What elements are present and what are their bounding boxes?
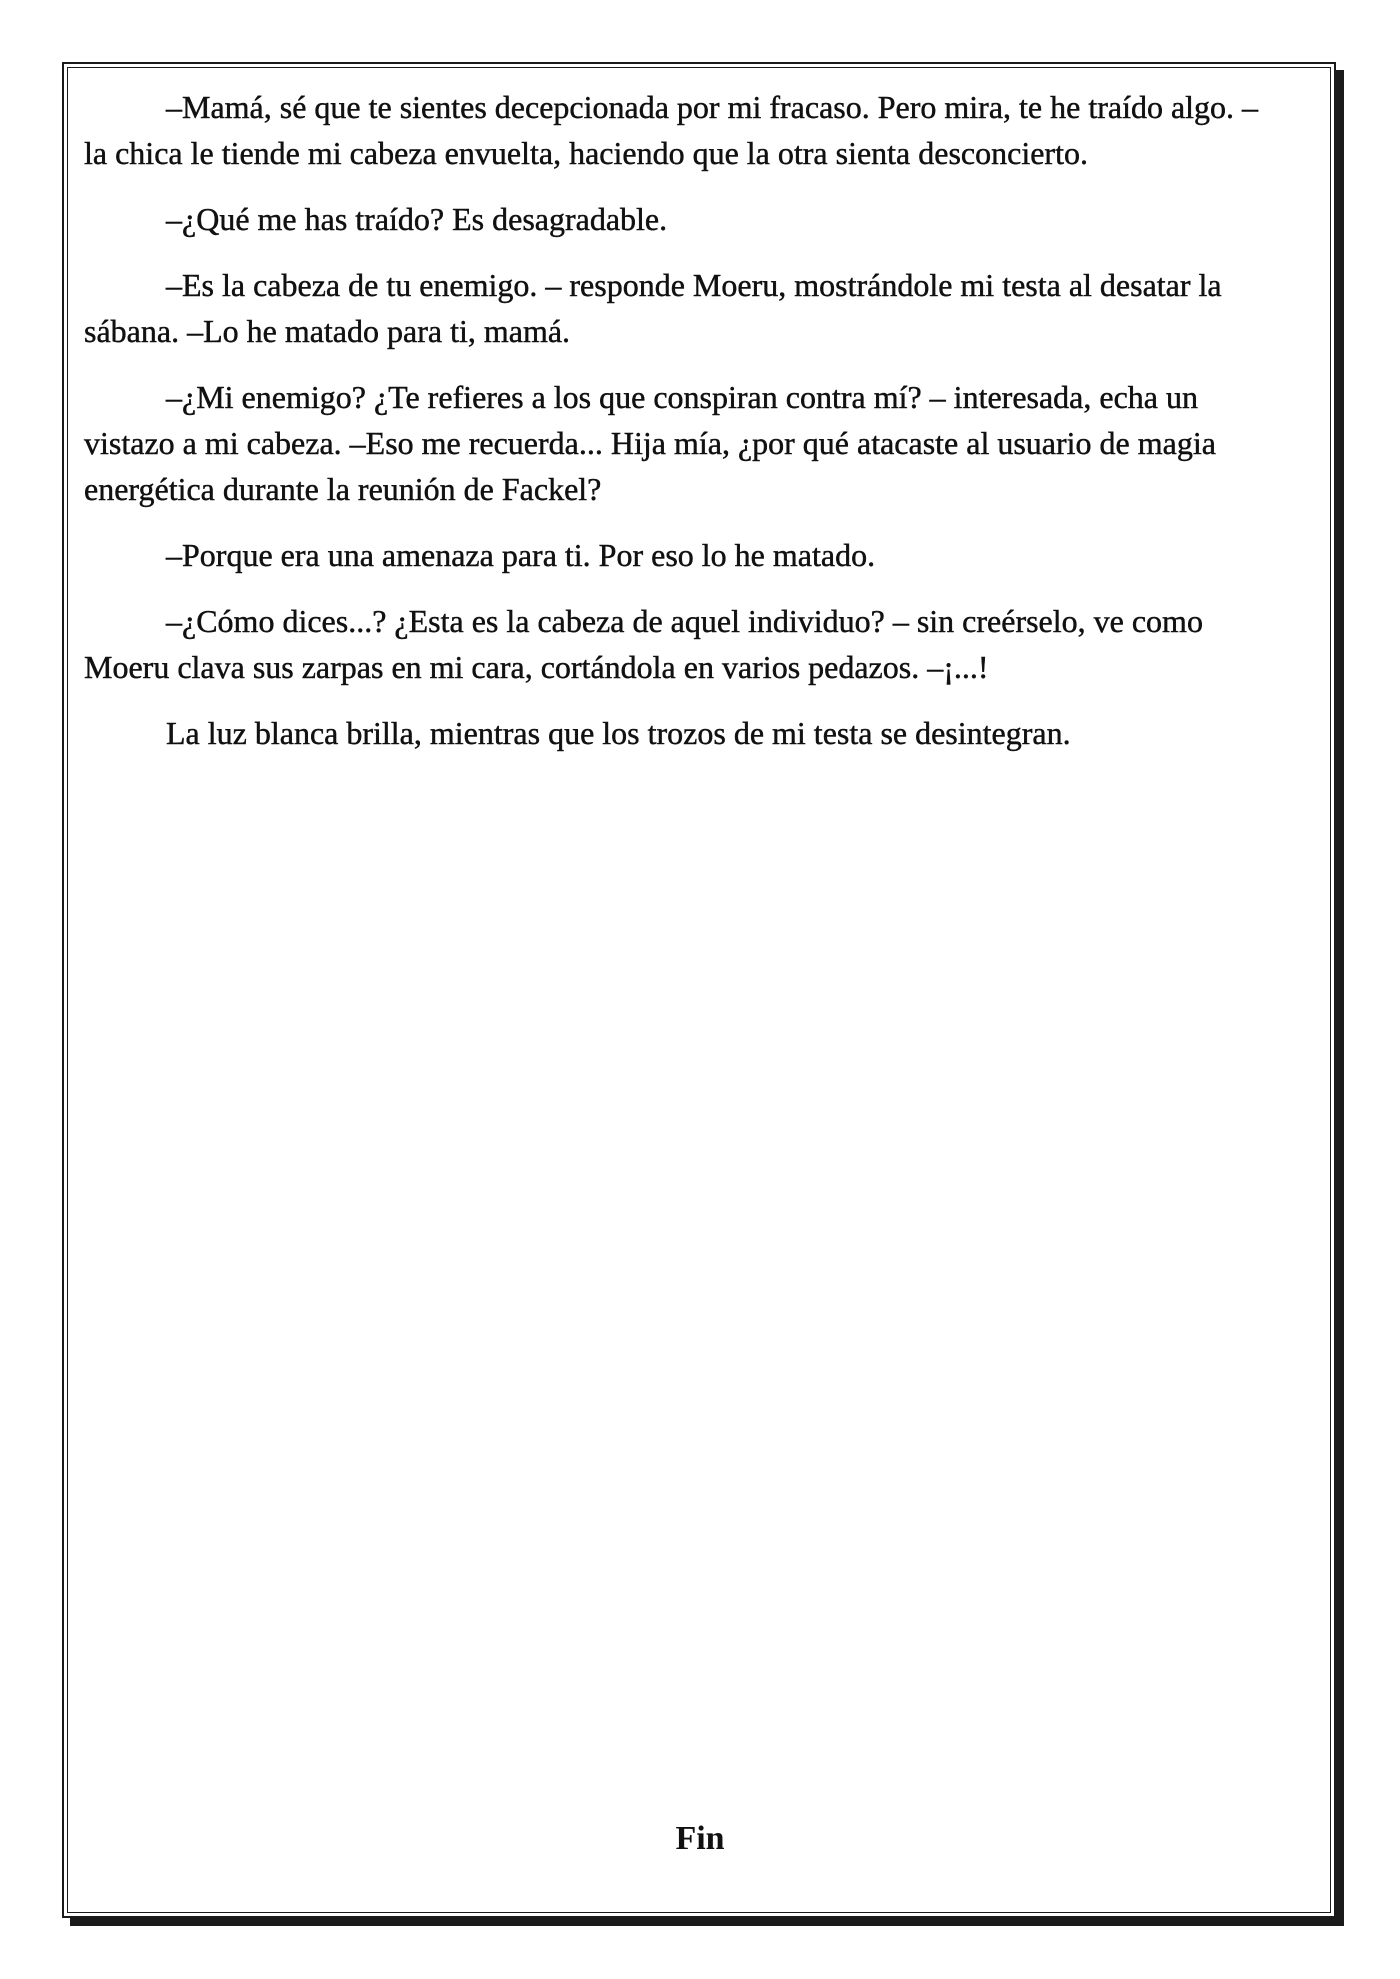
story-text: [84, 84, 1280, 776]
ending-text: Fin: [675, 1820, 725, 1857]
paragraph-3: –Es la cabeza de tu enemigo. – responde Moeru, mostrándole mi testa al desatar la sábana. –Lo he matado para ti, mamá.: [84, 267, 1222, 349]
paragraph-4: –¿Mi enemigo? ¿Te refieres a los que conspiran contra mí? – interesada, echa un vistazo a mi cabeza. –Eso me recuerda... Hija mía, ¿por qué atacaste al usuario de magia energética durante la reunión de Fackel?: [84, 379, 1216, 507]
paragraph-7: La luz blanca brilla, mientras que los trozos de mi testa se desintegran.: [166, 715, 1071, 751]
paragraph-5: –Porque era una amenaza para ti. Por eso lo he matado.: [166, 537, 876, 573]
paragraph-2: –¿Qué me has traído? Es desagradable.: [166, 201, 668, 237]
paragraph-1: –Mamá, sé que te sientes decepcionada por mi fracaso. Pero mira, te he traído algo. – la chica le tiende mi cabeza envuelta, haciendo que la otra sienta desconcierto.: [84, 89, 1259, 171]
paragraph-6: –¿Cómo dices...? ¿Esta es la cabeza de aquel individuo? – sin creérselo, ve como Moeru clava sus zarpas en mi cara, cortándola en varios pedazos. –¡...!: [84, 603, 1203, 685]
